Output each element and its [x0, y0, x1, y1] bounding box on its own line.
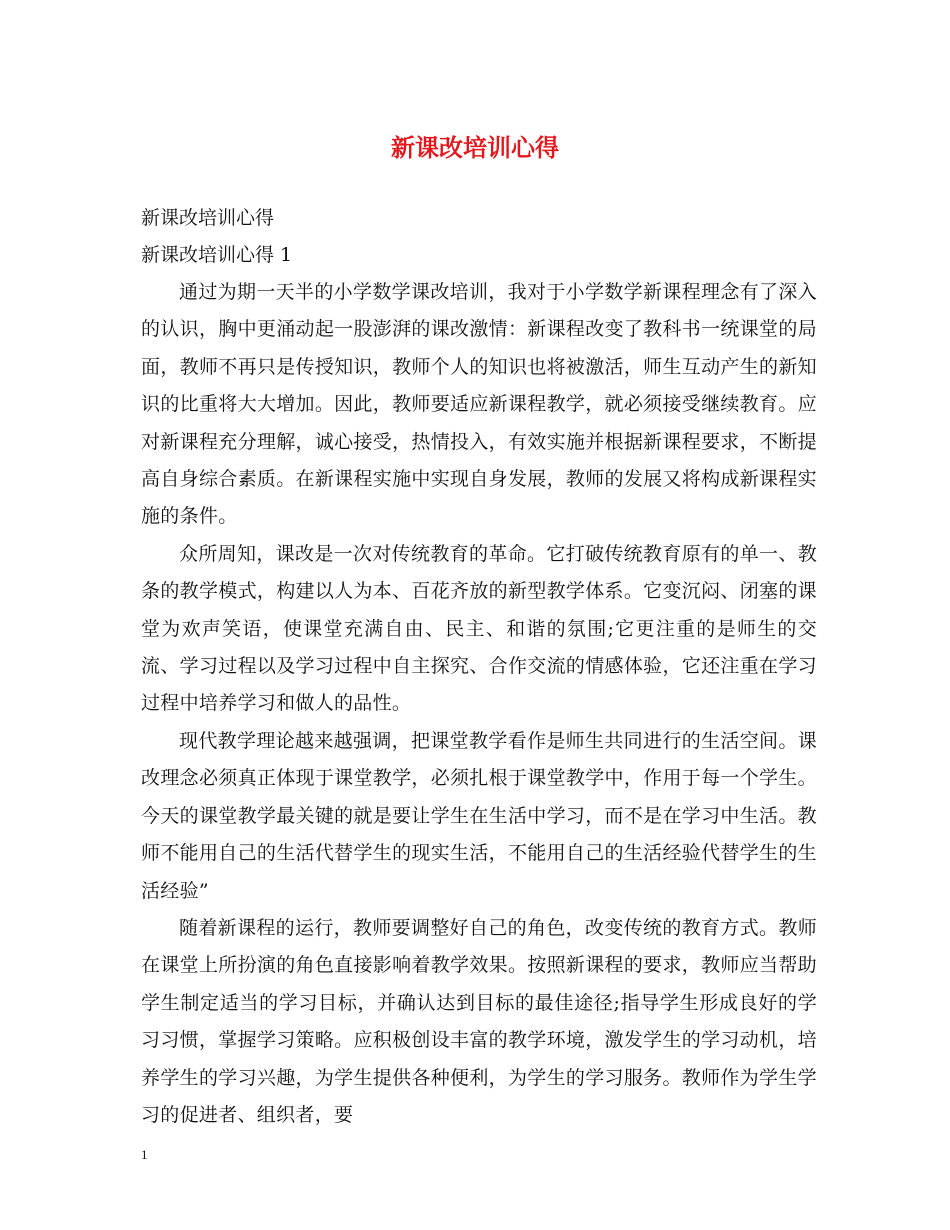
- paragraph-4: 随着新课程的运行，教师要调整好自己的角色，改变传统的教育方式。教师在课堂上所扮演的角色直接影响着教学效果。按照新课程的要求，教师应当帮助学生制定适当的学习目标，并确认达到目标的最佳途径;指导学生形成良好的学习习惯，掌握学习策略。应积极创设丰富的教学环境，激发学生的学习动机，培养学生的学习兴趣，为学生提供各种便利，为学生的学习服务。教师作为学生学习的促进者、组织者，要: [141, 916, 817, 1126]
- page-number: 1: [141, 1147, 148, 1162]
- subheading-line: 新课改培训心得 1: [141, 244, 293, 266]
- document-title: 新课改培训心得: [391, 133, 559, 162]
- paragraph-2: 众所周知，课改是一次对传统教育的革命。它打破传统教育原有的单一、教条的教学模式，构建以人为本、百花齐放的新型教学体系。它变沉闷、闭塞的课堂为欢声笑语，使课堂充满自由、民主、和谐的氛围;它更注重的是师生的交流、学习过程以及学习过程中自主探究、合作交流的情感体验，它还注重在学习过程中培养学习和做人的品性。: [141, 542, 817, 715]
- paragraph-1: 通过为期一天半的小学数学课改培训，我对于小学数学新课程理念有了深入的认识，胸中更涌动起一股澎湃的课改激情：新课程改变了教科书一统课堂的局面，教师不再只是传授知识，教师个人的知识也将被激活，师生互动产生的新知识的比重将大大增加。因此，教师要适应新课程教学，就必须接受继续教育。应对新课程充分理解，诚心接受，热情投入，有效实施并根据新课程要求，不断提高自身综合素质。在新课程实施中实现自身发展，教师的发展又将构成新课程实施的条件。: [141, 281, 817, 528]
- heading-line: 新课改培训心得: [141, 207, 275, 229]
- document-body: [141, 200, 817, 1134]
- paragraph-3: 现代教学理论越来越强调，把课堂教学看作是师生共同进行的生活空间。课改理念必须真正体现于课堂教学，必须扎根于课堂教学中，作用于每一个学生。今天的课堂教学最关键的就是要让学生在生活中学习，而不是在学习中生活。教师不能用自己的生活代替学生的现实生活，不能用自己的生活经验代替学生的生活经验”: [141, 729, 817, 902]
